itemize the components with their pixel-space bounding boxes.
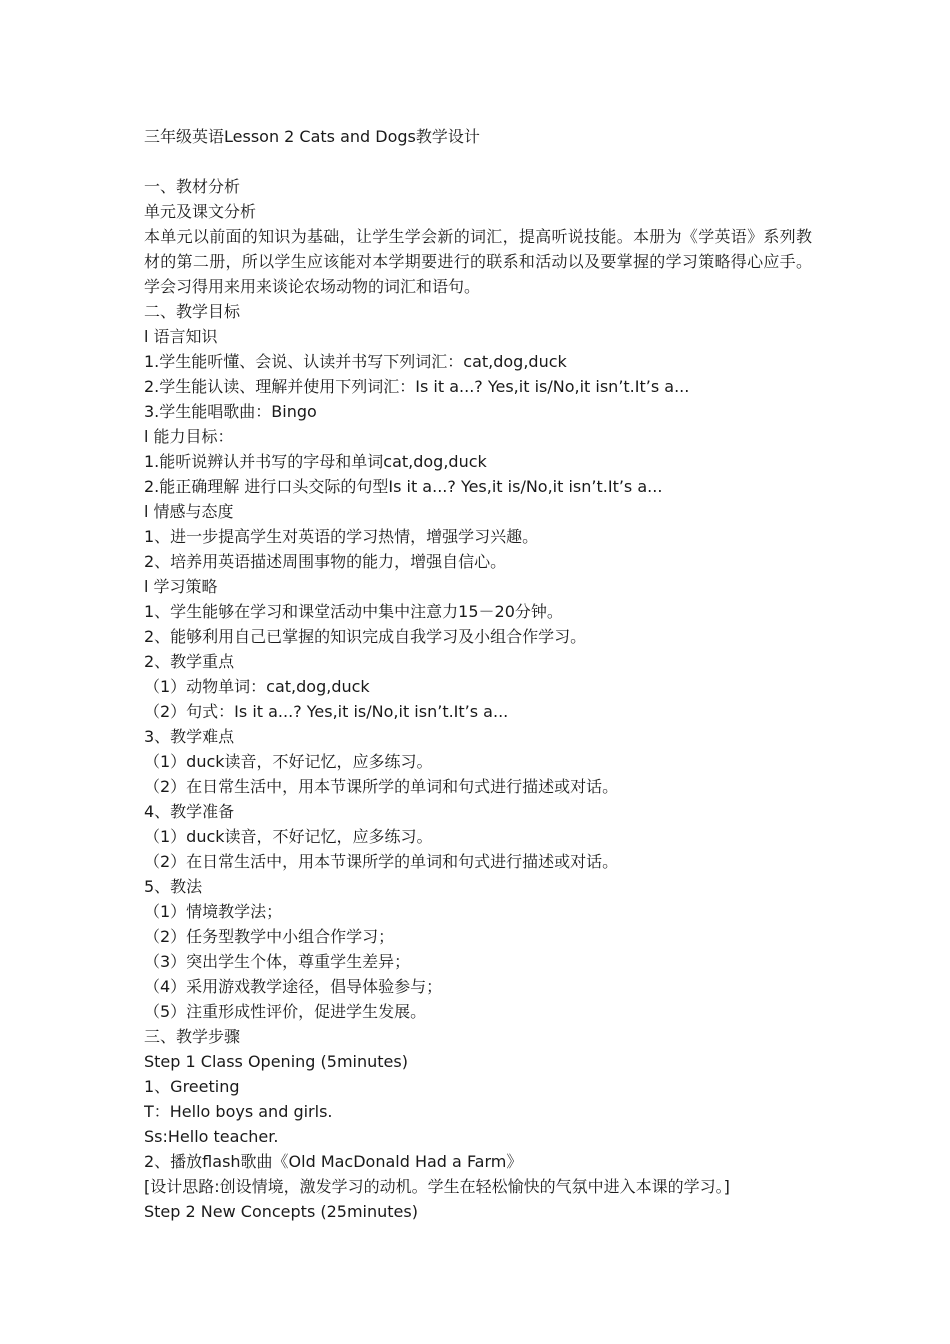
text-line: 2.学生能认读、理解并使用下列词汇：Is it a...? Yes,it is/No,it isn’t.It’s a... bbox=[144, 377, 690, 396]
text-line: 三、教学步骤 bbox=[144, 1027, 241, 1046]
text-line: （1）情境教学法； bbox=[144, 902, 283, 921]
text-line: 1、进一步提高学生对英语的学习热情，增强学习兴趣。 bbox=[144, 527, 539, 546]
text-line: 1、Greeting bbox=[144, 1077, 240, 1096]
text-line: 1.学生能听懂、会说、认读并书写下列词汇：cat,dog,duck bbox=[144, 352, 567, 371]
text-line: 1.能听说辨认并书写的字母和单词cat,dog,duck bbox=[144, 452, 487, 471]
text-line: 4、教学准备 bbox=[144, 802, 235, 821]
section-heading: 一、教材分析 bbox=[144, 177, 241, 196]
text-line: 5、教法 bbox=[144, 877, 203, 896]
text-line: 1、学生能够在学习和课堂活动中集中注意力15－20分钟。 bbox=[144, 602, 563, 621]
text-line: [设计思路:创设情境，激发学习的动机。学生在轻松愉快的气氛中进入本课的学习。] bbox=[144, 1177, 730, 1196]
text-line: l 能力目标： bbox=[144, 427, 234, 446]
text-line: （2）在日常生活中，用本节课所学的单词和句式进行描述或对话。 bbox=[144, 852, 619, 871]
text-line: 3、教学难点 bbox=[144, 727, 235, 746]
text-line: Ss:Hello teacher. bbox=[144, 1127, 279, 1146]
text-line: 2、培养用英语描述周围事物的能力，增强自信心。 bbox=[144, 552, 507, 571]
text-line: （1）动物单词：cat,dog,duck bbox=[144, 677, 370, 696]
text-line: Step 2 New Concepts (25minutes) bbox=[144, 1202, 418, 1221]
text-line: （4）采用游戏教学途径，倡导体验参与； bbox=[144, 977, 443, 996]
text-line: T：Hello boys and girls. bbox=[144, 1102, 333, 1121]
text-line: Step 1 Class Opening (5minutes) bbox=[144, 1052, 408, 1071]
text-line: 2、教学重点 bbox=[144, 652, 235, 671]
analysis-paragraph: 本单元以前面的知识为基础，让学生学会新的词汇，提高听说技能。本册为《学英语》系列教材的第二册，所以学生应该能对本学期要进行的联系和活动以及要掌握的学习策略得心应手。学会习得用来用来谈论农场动物的词汇和语句。 bbox=[144, 227, 812, 296]
body-lines bbox=[144, 299, 812, 1224]
text-line: 2、播放flash歌曲《Old MacDonald Had a Farm》 bbox=[144, 1152, 523, 1171]
text-line: l 情感与态度 bbox=[144, 502, 234, 521]
text-line: （2）在日常生活中，用本节课所学的单词和句式进行描述或对话。 bbox=[144, 777, 619, 796]
document-title: 三年级英语Lesson 2 Cats and Dogs教学设计 bbox=[144, 127, 480, 146]
text-line: l 语言知识 bbox=[144, 327, 218, 346]
text-line: （3）突出学生个体，尊重学生差异； bbox=[144, 952, 411, 971]
text-line: （5）注重形成性评价，促进学生发展。 bbox=[144, 1002, 427, 1021]
text-line: （2）句式：Is it a...? Yes,it is/No,it isn’t.It’s a... bbox=[144, 702, 509, 721]
document-body bbox=[144, 174, 812, 1224]
subsection-heading: 单元及课文分析 bbox=[144, 202, 257, 221]
text-line: 2.能正确理解 进行口头交际的句型Is it a...? Yes,it is/No,it isn’t.It’s a... bbox=[144, 477, 663, 496]
text-line: 2、能够利用自己已掌握的知识完成自我学习及小组合作学习。 bbox=[144, 627, 587, 646]
text-line: 3.学生能唱歌曲：Bingo bbox=[144, 402, 317, 421]
text-line: 二、教学目标 bbox=[144, 302, 241, 321]
text-line: l 学习策略 bbox=[144, 577, 218, 596]
text-line: （1）duck读音，不好记忆，应多练习。 bbox=[144, 752, 433, 771]
text-line: （2）任务型教学中小组合作学习； bbox=[144, 927, 395, 946]
text-line: （1）duck读音，不好记忆，应多练习。 bbox=[144, 827, 433, 846]
